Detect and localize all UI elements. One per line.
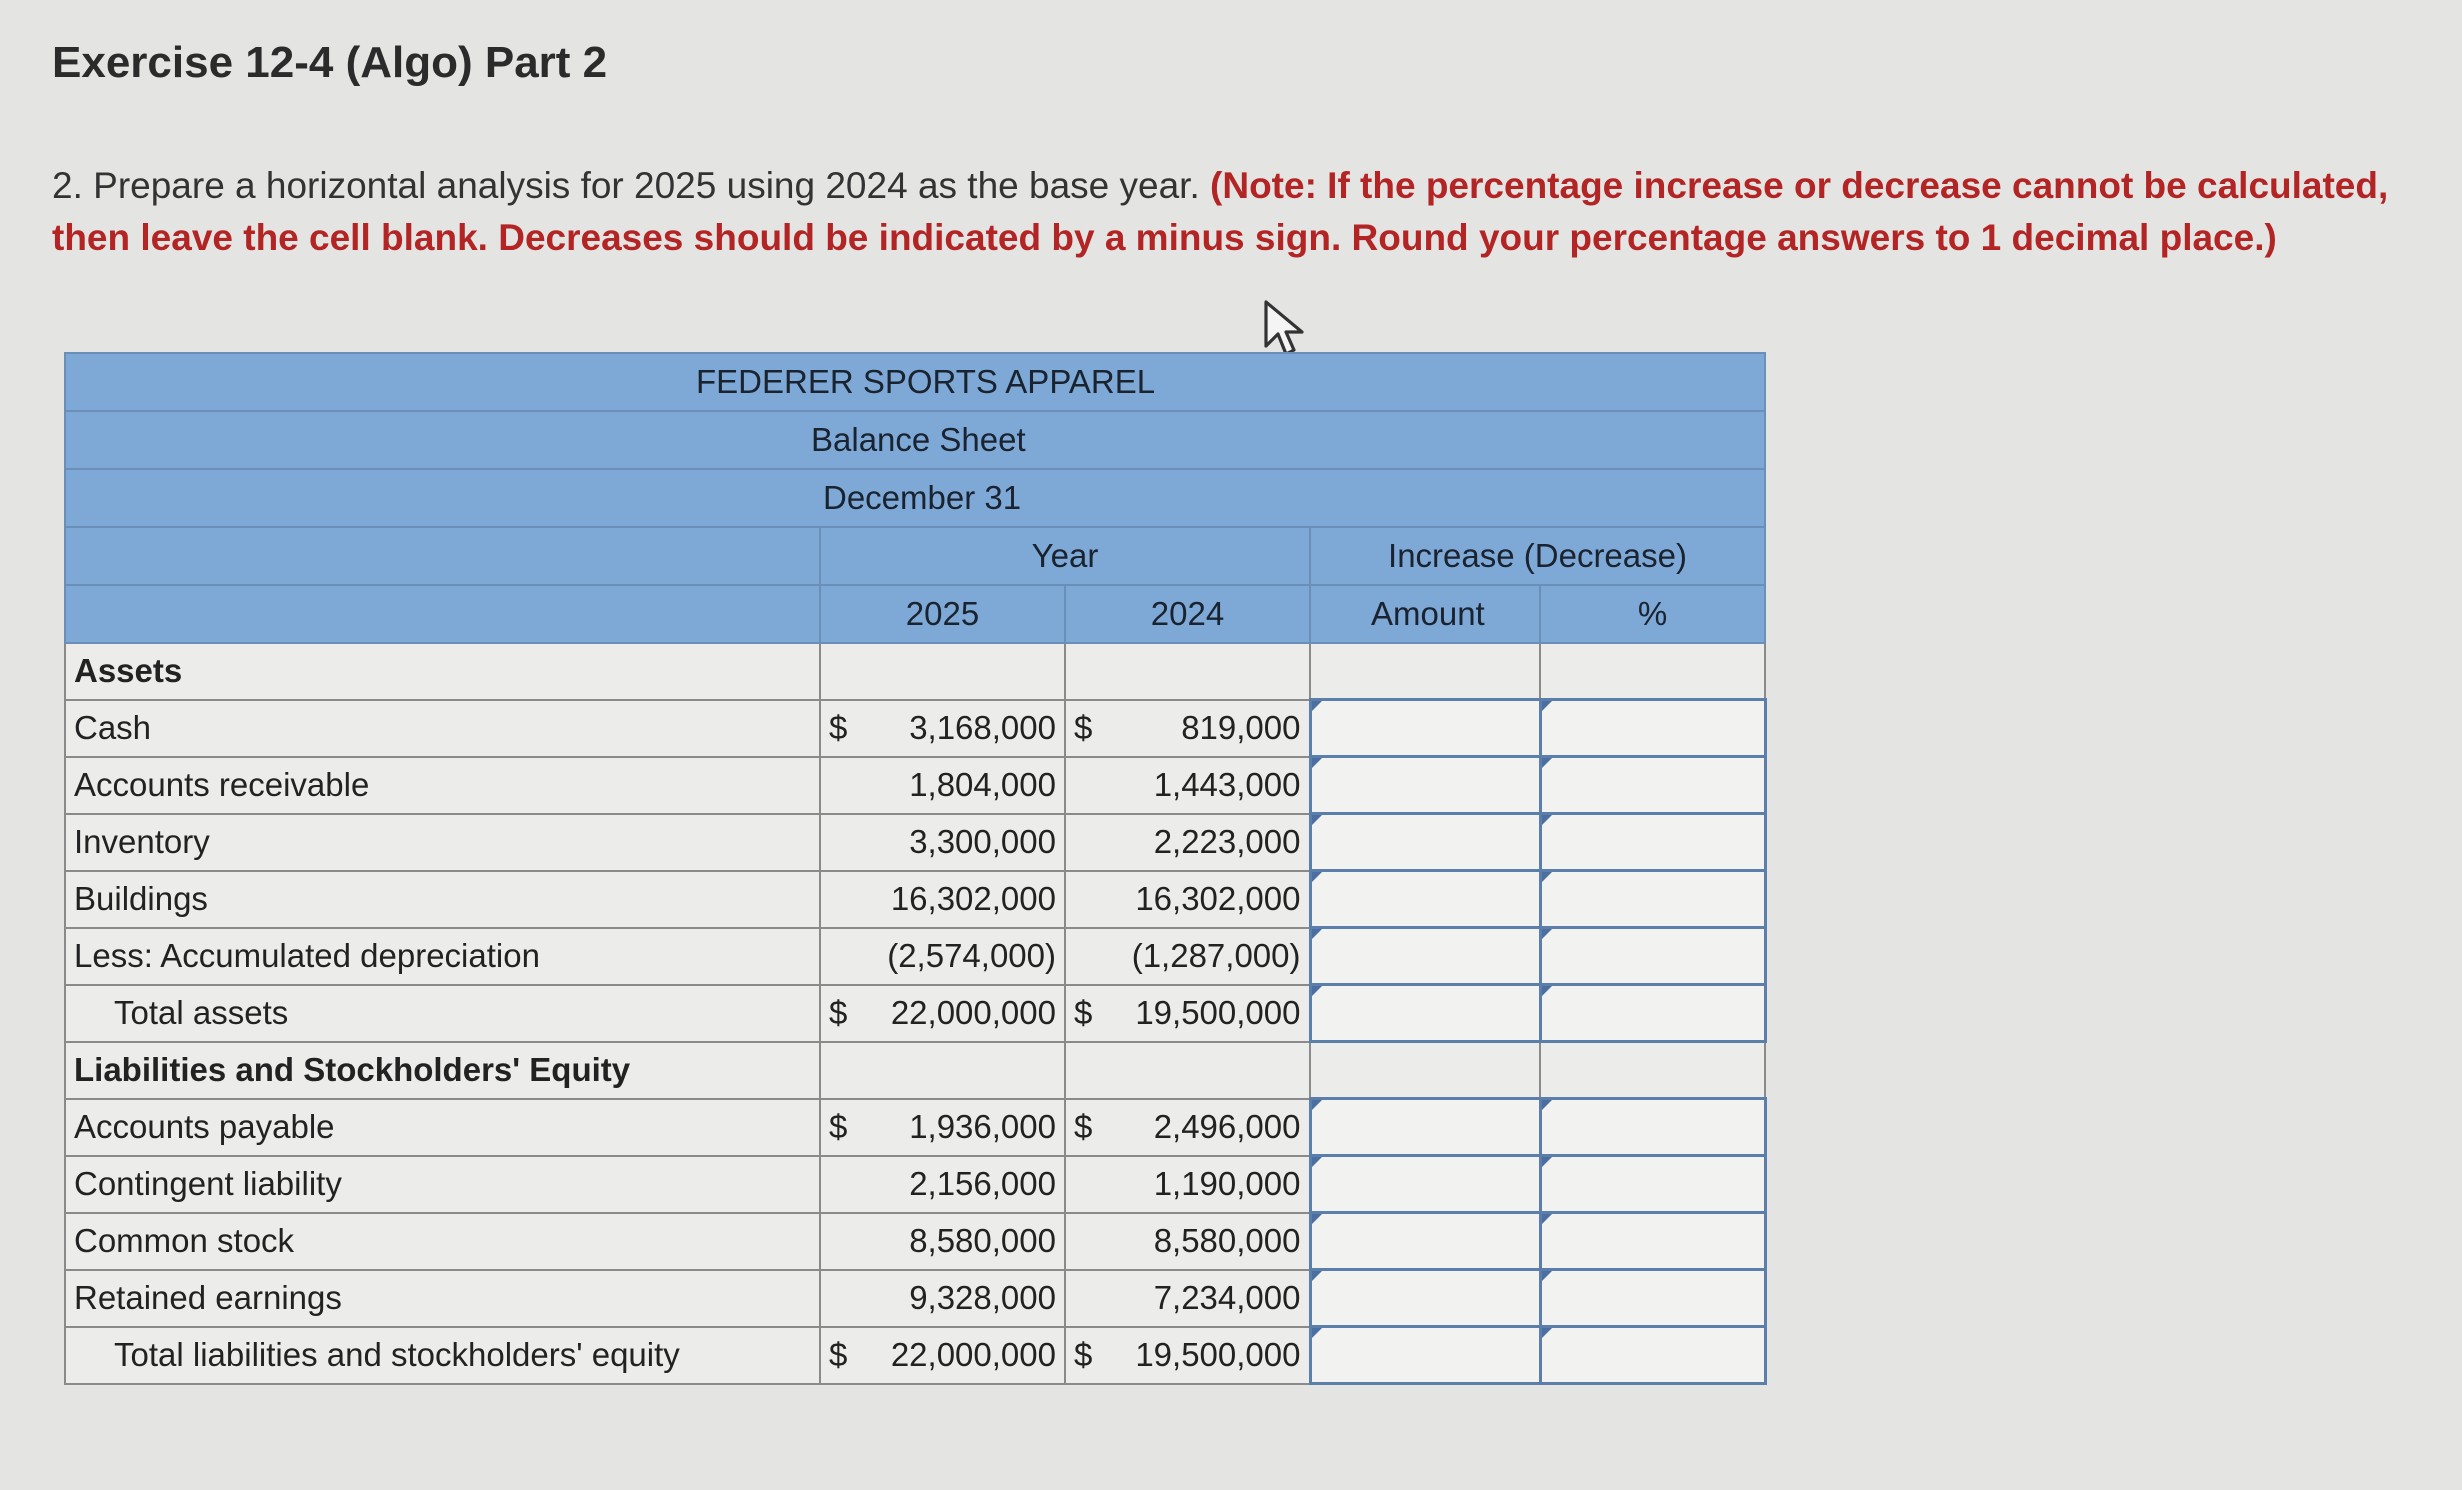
percent-change-cell[interactable] bbox=[1540, 1327, 1765, 1384]
empty-cell bbox=[1065, 643, 1310, 700]
value: 3,168,000 bbox=[909, 709, 1056, 746]
currency-symbol: $ bbox=[1074, 709, 1093, 746]
change-header: Increase (Decrease) bbox=[1310, 527, 1765, 585]
value-2025-cell bbox=[820, 871, 1065, 928]
line-item-row bbox=[65, 700, 1765, 757]
amount-change-cell-input[interactable] bbox=[1312, 701, 1539, 755]
empty-cell bbox=[1065, 1042, 1310, 1099]
value: 819,000 bbox=[1181, 709, 1301, 746]
amount-change-cell[interactable] bbox=[1310, 928, 1540, 985]
value-2024-cell bbox=[1065, 928, 1310, 985]
value-2024-cell bbox=[1065, 1213, 1310, 1270]
percent-change-cell[interactable] bbox=[1540, 928, 1765, 985]
value: 22,000,000 bbox=[890, 1336, 1056, 1373]
row-label: Retained earnings bbox=[65, 1270, 820, 1327]
header-blank bbox=[65, 585, 820, 643]
statement-name: Balance Sheet bbox=[65, 411, 1765, 469]
amount-change-cell[interactable] bbox=[1310, 814, 1540, 871]
value-2024-cell bbox=[1065, 814, 1310, 871]
percent-change-cell[interactable] bbox=[1540, 1099, 1765, 1156]
line-item-row bbox=[65, 814, 1765, 871]
value: 16,302,000 bbox=[890, 880, 1056, 917]
col-2025-header: 2025 bbox=[820, 585, 1065, 643]
row-label: Inventory bbox=[65, 814, 820, 871]
section-heading-row bbox=[65, 643, 1765, 700]
currency-symbol: $ bbox=[829, 1108, 848, 1145]
currency-symbol: $ bbox=[1074, 1108, 1093, 1145]
amount-change-cell[interactable] bbox=[1310, 757, 1540, 814]
value: 8,580,000 bbox=[1153, 1222, 1301, 1259]
percent-change-cell[interactable] bbox=[1540, 1156, 1765, 1213]
amount-change-cell-input[interactable] bbox=[1312, 1214, 1539, 1268]
amount-change-cell-input[interactable] bbox=[1312, 1100, 1539, 1154]
amount-change-cell-input[interactable] bbox=[1312, 1157, 1539, 1211]
currency-symbol: $ bbox=[1074, 1336, 1093, 1373]
value: 1,936,000 bbox=[909, 1108, 1056, 1145]
value: 2,156,000 bbox=[909, 1165, 1056, 1202]
empty-cell bbox=[1310, 1042, 1540, 1099]
value-2024-cell bbox=[1065, 1099, 1310, 1156]
section-heading: Assets bbox=[65, 643, 820, 700]
empty-cell bbox=[1310, 643, 1540, 700]
value-2025-cell bbox=[820, 1099, 1065, 1156]
value: 1,443,000 bbox=[1153, 766, 1301, 803]
value-2025-cell bbox=[820, 814, 1065, 871]
page-title: Exercise 12-4 (Algo) Part 2 bbox=[52, 38, 608, 87]
percent-change-cell-input[interactable] bbox=[1542, 872, 1764, 926]
line-item-row bbox=[65, 1213, 1765, 1270]
value-2024-cell bbox=[1065, 871, 1310, 928]
col-amount-header: Amount bbox=[1310, 585, 1540, 643]
instruction-text: 2. Prepare a horizontal analysis for 2025 using 2024 as the base year. bbox=[52, 165, 1200, 206]
instructions bbox=[52, 160, 2392, 264]
value: 3,300,000 bbox=[909, 823, 1056, 860]
amount-change-cell-input[interactable] bbox=[1312, 1271, 1539, 1325]
section-heading: Liabilities and Stockholders' Equity bbox=[65, 1042, 820, 1099]
value: 8,580,000 bbox=[909, 1222, 1056, 1259]
percent-change-cell-input[interactable] bbox=[1542, 758, 1764, 812]
empty-cell bbox=[1540, 643, 1765, 700]
empty-cell bbox=[820, 643, 1065, 700]
row-label: Cash bbox=[65, 700, 820, 757]
percent-change-cell[interactable] bbox=[1540, 814, 1765, 871]
value: 1,190,000 bbox=[1153, 1165, 1301, 1202]
value: (2,574,000) bbox=[887, 937, 1056, 974]
amount-change-cell-input[interactable] bbox=[1312, 929, 1539, 983]
percent-change-cell-input[interactable] bbox=[1542, 1157, 1764, 1211]
amount-change-cell[interactable] bbox=[1310, 1270, 1540, 1327]
col-pct-header: % bbox=[1540, 585, 1765, 643]
value-2024-cell bbox=[1065, 700, 1310, 757]
currency-symbol: $ bbox=[1074, 994, 1093, 1031]
value: (1,287,000) bbox=[1131, 937, 1301, 974]
total-row bbox=[65, 1327, 1765, 1384]
line-item-row bbox=[65, 1156, 1765, 1213]
currency-symbol: $ bbox=[829, 1336, 848, 1373]
percent-change-cell-input[interactable] bbox=[1542, 701, 1764, 755]
amount-change-cell[interactable] bbox=[1310, 871, 1540, 928]
amount-change-cell-input[interactable] bbox=[1312, 815, 1539, 869]
amount-change-cell-input[interactable] bbox=[1312, 1328, 1539, 1382]
amount-change-cell[interactable] bbox=[1310, 1156, 1540, 1213]
section-heading-row bbox=[65, 1042, 1765, 1099]
percent-change-cell[interactable] bbox=[1540, 700, 1765, 757]
row-label: Accounts receivable bbox=[65, 757, 820, 814]
amount-change-cell-input[interactable] bbox=[1312, 986, 1539, 1040]
row-label: Total assets bbox=[65, 985, 820, 1042]
amount-change-cell[interactable] bbox=[1310, 1327, 1540, 1384]
percent-change-cell[interactable] bbox=[1540, 1213, 1765, 1270]
value-2025-cell bbox=[820, 1270, 1065, 1327]
percent-change-cell[interactable] bbox=[1540, 985, 1765, 1042]
total-row bbox=[65, 985, 1765, 1042]
value: 2,496,000 bbox=[1153, 1108, 1301, 1145]
value: 16,302,000 bbox=[1135, 880, 1301, 917]
line-item-row bbox=[65, 871, 1765, 928]
currency-symbol: $ bbox=[829, 709, 848, 746]
row-label: Common stock bbox=[65, 1213, 820, 1270]
value-2024-cell bbox=[1065, 1156, 1310, 1213]
amount-change-cell[interactable] bbox=[1310, 700, 1540, 757]
value-2025-cell bbox=[820, 1327, 1065, 1384]
amount-change-cell-input[interactable] bbox=[1312, 758, 1539, 812]
value-2025-cell bbox=[820, 757, 1065, 814]
row-label: Total liabilities and stockholders' equity bbox=[65, 1327, 820, 1384]
row-label: Contingent liability bbox=[65, 1156, 820, 1213]
percent-change-cell[interactable] bbox=[1540, 1270, 1765, 1327]
value: 1,804,000 bbox=[909, 766, 1056, 803]
percent-change-cell-input[interactable] bbox=[1542, 1328, 1764, 1382]
row-label: Accounts payable bbox=[65, 1099, 820, 1156]
percent-change-cell[interactable] bbox=[1540, 871, 1765, 928]
col-2024-header: 2024 bbox=[1065, 585, 1310, 643]
value-2024-cell bbox=[1065, 757, 1310, 814]
line-item-row bbox=[65, 757, 1765, 814]
empty-cell bbox=[1540, 1042, 1765, 1099]
value-2024-cell bbox=[1065, 1327, 1310, 1384]
value: 2,223,000 bbox=[1153, 823, 1301, 860]
line-item-row bbox=[65, 1099, 1765, 1156]
header-blank bbox=[65, 527, 820, 585]
company-name: FEDERER SPORTS APPAREL bbox=[65, 353, 1765, 411]
value-2025-cell bbox=[820, 1213, 1065, 1270]
value: 19,500,000 bbox=[1135, 994, 1301, 1031]
value: 19,500,000 bbox=[1135, 1336, 1301, 1373]
amount-change-cell[interactable] bbox=[1310, 985, 1540, 1042]
percent-change-cell-input[interactable] bbox=[1542, 1214, 1764, 1268]
percent-change-cell[interactable] bbox=[1540, 757, 1765, 814]
percent-change-cell-input[interactable] bbox=[1542, 1271, 1764, 1325]
year-header: Year bbox=[820, 527, 1310, 585]
value: 22,000,000 bbox=[890, 994, 1056, 1031]
line-item-row bbox=[65, 1270, 1765, 1327]
amount-change-cell-input[interactable] bbox=[1312, 872, 1539, 926]
value-2025-cell bbox=[820, 1156, 1065, 1213]
empty-cell bbox=[820, 1042, 1065, 1099]
value: 7,234,000 bbox=[1153, 1279, 1301, 1316]
amount-change-cell[interactable] bbox=[1310, 1213, 1540, 1270]
row-label: Less: Accumulated depreciation bbox=[65, 928, 820, 985]
currency-symbol: $ bbox=[829, 994, 848, 1031]
balance-sheet-table bbox=[64, 352, 1767, 1385]
value-2024-cell bbox=[1065, 1270, 1310, 1327]
value: 9,328,000 bbox=[909, 1279, 1056, 1316]
value-2024-cell bbox=[1065, 985, 1310, 1042]
percent-change-cell-input[interactable] bbox=[1542, 929, 1764, 983]
value-2025-cell bbox=[820, 985, 1065, 1042]
percent-change-cell-input[interactable] bbox=[1542, 986, 1764, 1040]
value-2025-cell bbox=[820, 928, 1065, 985]
percent-change-cell-input[interactable] bbox=[1542, 815, 1764, 869]
row-label: Buildings bbox=[65, 871, 820, 928]
statement-date: December 31 bbox=[65, 469, 1765, 527]
instruction-note: (Note: If the percentage increase or decrease cannot be calculated, then leave the cell blank. Decreases should be indicated by a minus sign. Round your percentage answers to 1 decimal place.) bbox=[52, 165, 2389, 258]
percent-change-cell-input[interactable] bbox=[1542, 1100, 1764, 1154]
amount-change-cell[interactable] bbox=[1310, 1099, 1540, 1156]
line-item-row bbox=[65, 928, 1765, 985]
value-2025-cell bbox=[820, 700, 1065, 757]
